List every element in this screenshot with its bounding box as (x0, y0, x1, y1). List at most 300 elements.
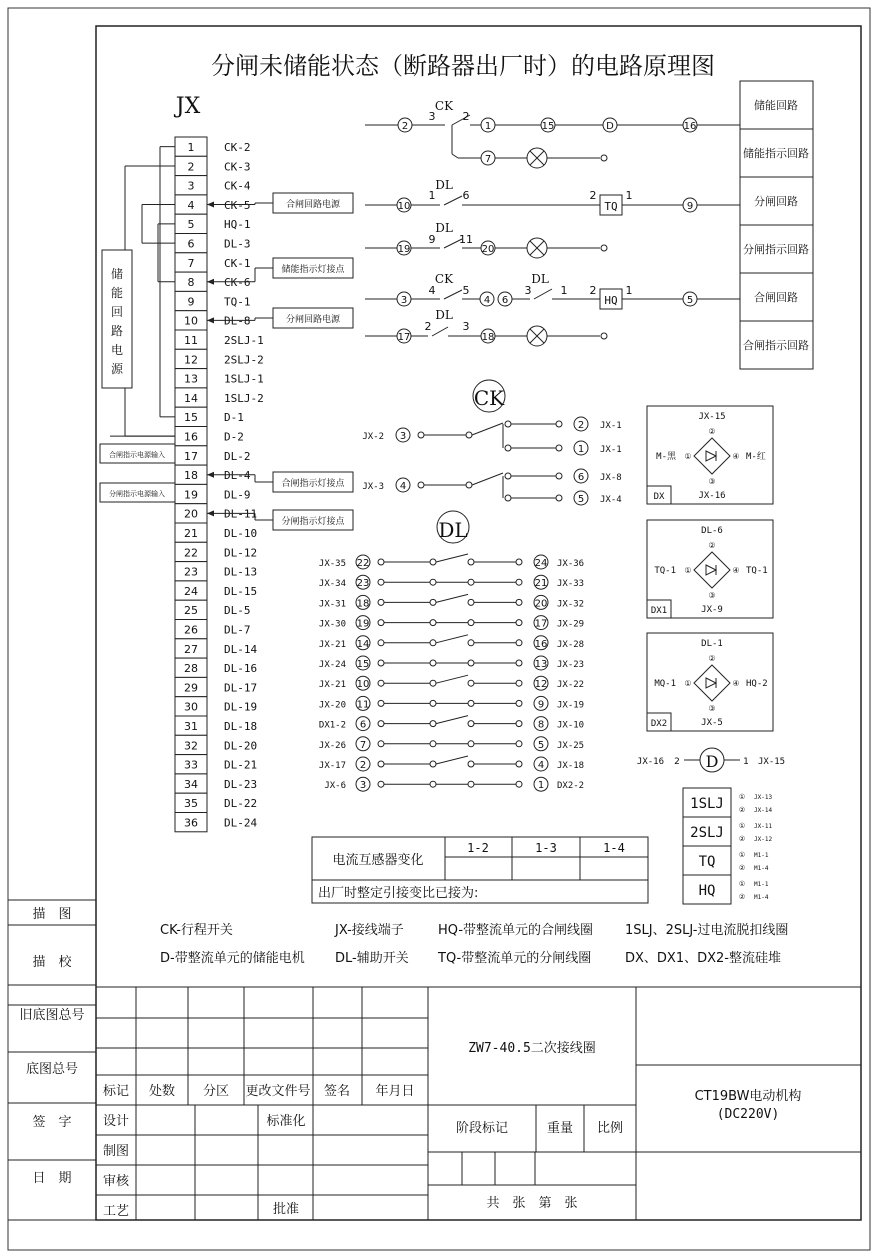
terminal-label: DL-7 (224, 623, 251, 637)
slj-table (683, 788, 772, 904)
contact-point (430, 559, 436, 565)
terminal-label: TQ-1 (224, 295, 251, 309)
dl-right-label: JX-19 (557, 700, 585, 711)
contact-point (378, 700, 384, 706)
dl-left-label: JX-21 (318, 680, 346, 691)
pin-num: ③ (708, 704, 716, 713)
contact-point (430, 741, 436, 747)
terminal-label: DL-22 (224, 797, 258, 811)
ck-right-node-number: 5 (577, 494, 585, 505)
legend-item: D-带整流单元的储能电机 (160, 951, 305, 966)
right-block-label: 合闸回路 (754, 291, 798, 304)
node-r6-n1-number: 17 (397, 332, 411, 343)
dl-blade (436, 675, 468, 683)
pin-num: ① (684, 566, 692, 575)
storage-power-char: 能 (110, 286, 124, 300)
terminal-label: CK-6 (224, 276, 251, 290)
terminal-number: 5 (187, 218, 195, 232)
ck-left-label: JX-3 (362, 482, 384, 492)
terminal-label: DL-15 (224, 584, 258, 598)
motor-left-label: JX-16 (636, 757, 664, 767)
ct-table (312, 837, 648, 903)
terminal-number: 24 (184, 584, 198, 598)
contact-point (516, 680, 522, 686)
tb-row-label: 设计 (102, 1114, 130, 1129)
open-ind-input-text: 分闸指示电源输入 (109, 490, 165, 498)
slj-pin2: JX-12 (754, 836, 773, 843)
legend-item: HQ-带整流单元的合闸线圈 (438, 923, 594, 938)
pin: 11 (459, 233, 473, 246)
pin-num: ③ (708, 591, 716, 600)
tb-header: 标记 (102, 1084, 130, 1099)
terminal-label: DL-9 (224, 488, 251, 502)
legend-item: DX、DX1、DX2-整流硅堆 (625, 951, 781, 966)
pin: 1 (428, 189, 436, 202)
slj-pin1: JX-11 (754, 823, 773, 830)
contact-point (430, 620, 436, 626)
terminal-label: 2SLJ-1 (224, 334, 264, 347)
contact-point (516, 620, 522, 626)
contact-point (505, 421, 511, 427)
node-r5-n1-number: 3 (400, 295, 408, 306)
contact-point (378, 680, 384, 686)
coil-tq-label: TQ (604, 200, 618, 213)
terminal-number: 9 (187, 295, 195, 309)
legend-item: JX-接线端子 (335, 923, 404, 938)
dl-right-node-number: 8 (537, 719, 545, 731)
contact-point (556, 445, 562, 451)
terminal-number: 26 (184, 623, 198, 637)
contact-point (378, 721, 384, 727)
dl-left-label: DX1-2 (318, 720, 346, 731)
legend-item: CK-行程开关 (160, 923, 233, 938)
contact-point (468, 660, 474, 666)
terminal-label: DL-17 (224, 681, 258, 695)
pin-num: ② (708, 541, 716, 550)
terminal-number: 28 (184, 662, 198, 676)
contact-point (601, 155, 607, 161)
terminal-label: DL-19 (224, 700, 258, 714)
ct-col: 1-4 (603, 841, 625, 855)
contact-point (430, 680, 436, 686)
pin: 5 (462, 284, 470, 297)
terminal-label: DL-3 (224, 237, 251, 251)
ct-note: 出厂时整定引接变比已接为: (318, 886, 479, 901)
pin: 9 (428, 233, 436, 246)
terminal-number: 29 (184, 681, 198, 695)
node-r5-n3-number: 6 (501, 295, 509, 306)
tb-stage: 阶段标记 (455, 1121, 509, 1136)
contact-point (430, 721, 436, 727)
contact-point (468, 559, 474, 565)
storage-power-char: 电 (110, 343, 124, 357)
terminal-label: HQ-1 (224, 218, 251, 232)
right-block-label: 合闸指示回路 (743, 339, 809, 352)
jx-label: JX (175, 94, 201, 119)
dl-left-node-number: 2 (359, 760, 367, 771)
pin: 3 (462, 320, 470, 333)
contact-point (468, 721, 474, 727)
dl-right-label: JX-29 (557, 619, 585, 630)
node-r1-n1-number: 2 (401, 121, 409, 132)
pin-num: ② (738, 864, 746, 872)
rectifier-right: TQ-1 (746, 566, 768, 576)
tb-row-label: 工艺 (102, 1204, 130, 1219)
contact-point (468, 781, 474, 787)
storage-power-char: 源 (110, 362, 124, 376)
terminal-number: 7 (187, 256, 195, 270)
contact-point (505, 473, 511, 479)
contact-point (430, 781, 436, 787)
dl-left-label: JX-24 (318, 660, 346, 670)
contact-point (418, 432, 424, 438)
dl-left-node-number: 7 (359, 739, 367, 751)
dl-right-node-number: 4 (537, 760, 545, 771)
left-col-label: 底图总号 (25, 1062, 79, 1077)
ct-col: 1-2 (467, 841, 489, 855)
rectifier-top: DL-6 (701, 526, 723, 536)
terminal-label: D-2 (224, 430, 244, 444)
left-col-label: 描 图 (32, 907, 72, 922)
terminal-label: 1SLJ-2 (224, 391, 264, 405)
dl-left-label: JX-31 (318, 599, 346, 610)
ck-right-node-number: 6 (577, 472, 585, 483)
switch-r3-label: DL (435, 178, 453, 192)
tb-standardize: 标准化 (266, 1114, 306, 1129)
node-r3-n1-number: 10 (397, 201, 411, 212)
terminal-number: 22 (184, 546, 198, 560)
contact-point (516, 781, 522, 787)
terminal-number: 13 (184, 372, 198, 386)
terminal-number: 20 (184, 507, 198, 521)
terminal-label: DL-21 (224, 758, 258, 772)
dl-right-label: JX-18 (557, 761, 585, 771)
slj-pin2: M1-4 (754, 894, 769, 901)
right-block-label: 分闸指示回路 (743, 243, 809, 256)
switch-r5-label: CK (434, 272, 454, 286)
terminal-number: 11 (184, 334, 198, 347)
motor-right-pin: 1 (743, 757, 749, 767)
pin: 1 (625, 189, 633, 202)
ck-right-label: JX-8 (600, 473, 622, 483)
pin-num: ② (738, 835, 746, 843)
left-col-label: 描 校 (32, 955, 72, 970)
dl-right-node-number: 9 (537, 699, 545, 711)
terminal-label: DL-13 (224, 565, 258, 579)
ck-right-label: JX-4 (600, 495, 622, 505)
dl-left-node-number: 14 (356, 638, 370, 650)
dl-right-node-number: 20 (534, 598, 548, 610)
legend-item: DL-辅助开关 (335, 951, 409, 966)
pin: 4 (428, 284, 436, 297)
contact-point (378, 559, 384, 565)
tb-sheets: 共 张 第 张 (486, 1196, 578, 1211)
contact-point (601, 245, 607, 251)
terminal-number: 6 (187, 237, 195, 251)
pin-num: ② (708, 654, 716, 663)
terminal-number: 30 (184, 700, 198, 714)
ck-right-node-number: 2 (577, 420, 585, 431)
contact-point (466, 432, 472, 438)
contact-point (378, 620, 384, 626)
rectifier-id: DX (653, 492, 665, 502)
node-r5-n2-number: 4 (483, 295, 491, 306)
circuit-rows (365, 99, 740, 346)
pin: 3 (428, 110, 436, 123)
left-col-label: 签 字 (32, 1115, 72, 1130)
terminal-label: D-1 (224, 411, 244, 425)
terminal-number: 8 (187, 276, 195, 290)
switch-blade (432, 327, 448, 336)
pin-num: ① (684, 679, 692, 688)
arrow-head (207, 279, 214, 285)
contact-point (378, 761, 384, 767)
dl-blade (436, 716, 468, 724)
terminal-label: DL-14 (224, 642, 258, 656)
terminal-number: 10 (184, 314, 198, 328)
terminal-label: CK-2 (224, 141, 251, 154)
dl-left-node-number: 3 (359, 780, 367, 792)
contact-point (378, 741, 384, 747)
rectifier-left: TQ-1 (654, 566, 676, 576)
dl-right-node-number: 5 (537, 739, 545, 751)
contact-point (468, 700, 474, 706)
right-blocks (740, 81, 813, 369)
dl-left-node-number: 10 (356, 679, 370, 691)
switch-r5b-label: DL (531, 272, 549, 286)
contact-point (556, 421, 562, 427)
slj-name: HQ (698, 883, 716, 899)
contact-point (378, 579, 384, 585)
legend (160, 922, 788, 966)
pin-num: ① (738, 851, 746, 859)
contact-point (430, 660, 436, 666)
pin: 1 (625, 284, 633, 297)
motor-right-label: JX-15 (758, 757, 786, 767)
dl-blade (436, 635, 468, 643)
bend (452, 154, 458, 158)
ck-title: CK (473, 386, 505, 410)
terminal-label: CK-3 (224, 160, 251, 174)
terminal-number: 31 (184, 720, 198, 733)
pin: 3 (524, 284, 532, 297)
contact-point (556, 495, 562, 501)
switch-blade (444, 290, 462, 299)
ct-col: 1-3 (535, 841, 557, 855)
terminal-label: 2SLJ-2 (224, 353, 264, 367)
contact-point (516, 559, 522, 565)
rectifier-top: JX-15 (698, 412, 726, 422)
terminal-label: DL-20 (224, 739, 258, 753)
ck-blade (472, 473, 503, 485)
terminal-label: DL-23 (224, 777, 258, 791)
contact-point (430, 640, 436, 646)
side-box-text: 分闸回路电源 (285, 315, 341, 325)
dl-left-label: JX-21 (318, 639, 346, 650)
dl-left-node-number: 19 (356, 618, 370, 630)
title-block (8, 900, 861, 1220)
contact-point (430, 761, 436, 767)
dl-left-node-number: 11 (356, 699, 370, 711)
tb-approve: 批准 (272, 1202, 300, 1217)
dl-blade (436, 594, 468, 602)
right-block-label: 储能回路 (754, 99, 798, 112)
arrow-head (207, 510, 214, 516)
contact-point (516, 761, 522, 767)
contact-point (516, 640, 522, 646)
terminal-number: 25 (184, 604, 198, 618)
pin-num: ② (708, 427, 716, 436)
terminal-number: 35 (184, 797, 198, 811)
terminal-label: CK-5 (224, 198, 251, 212)
pin: 2 (462, 110, 470, 123)
dl-blade (436, 756, 468, 764)
pin: 2 (424, 320, 432, 333)
motor-symbol (637, 748, 785, 772)
rectifier-top: DL-1 (701, 639, 723, 649)
storage-power-char: 回 (110, 305, 124, 319)
ck-right-node-number: 1 (577, 444, 585, 455)
pin: 2 (589, 284, 597, 297)
tb-header: 分区 (202, 1084, 230, 1099)
page-title: 分闸未储能状态（断路器出厂时）的电路原理图 (211, 52, 715, 80)
rectifier-bottom: JX-16 (698, 491, 726, 501)
slj-pin1: M1-1 (754, 852, 769, 859)
dl-right-label: JX-23 (557, 660, 585, 670)
node-r3-n2-number: 9 (686, 201, 694, 212)
terminal-number: 17 (184, 449, 198, 463)
terminal-number: 36 (184, 816, 198, 830)
pin-num: ④ (732, 566, 740, 575)
node-r6-n2-number: 18 (481, 332, 495, 343)
dl-right-node-number: 13 (534, 659, 548, 670)
dl-blade (436, 554, 468, 562)
pin-num: ① (738, 822, 746, 830)
contact-point (378, 599, 384, 605)
terminal-label: 1SLJ-1 (224, 372, 264, 386)
terminal-label: DL-24 (224, 816, 258, 830)
dl-left-label: JX-30 (318, 619, 346, 630)
dl-right-node-number: 24 (534, 558, 548, 569)
side-box-text: 合闸回路电源 (285, 200, 341, 210)
node-r1-n4-number: D (606, 121, 614, 132)
rectifier-bottom: JX-5 (701, 718, 723, 728)
terminal-label: CK-1 (224, 256, 251, 270)
dl-left-node-number: 18 (356, 598, 370, 610)
contact-point (430, 599, 436, 605)
dl-left-node-number: 22 (356, 558, 370, 569)
contact-point (418, 482, 424, 488)
tb-row-label: 制图 (102, 1144, 130, 1159)
node-r2-n1-number: 7 (484, 154, 492, 165)
tb-product-2: (DC220V) (716, 1107, 780, 1122)
terminal-number: 18 (184, 469, 198, 483)
dl-right-label: JX-36 (557, 559, 585, 569)
contact-point (516, 721, 522, 727)
terminal-number: 21 (184, 527, 198, 540)
storage-power-char: 储 (110, 267, 124, 281)
dl-right-node-number: 12 (534, 679, 548, 691)
ck-left-label: JX-2 (362, 432, 384, 442)
slj-pin2: JX-14 (754, 807, 773, 814)
contact-point (516, 741, 522, 747)
pin-num: ② (738, 806, 746, 814)
rectifier-right: HQ-2 (746, 679, 768, 689)
dl-right-label: DX2-2 (557, 781, 585, 792)
contact-point (556, 473, 562, 479)
contact-point (601, 333, 607, 339)
contact-point (505, 495, 511, 501)
node-r4-n1-number: 19 (397, 244, 411, 255)
motor-left-pin: 2 (674, 757, 680, 767)
ck-right-label: JX-1 (600, 445, 622, 455)
terminal-label: DL-10 (224, 527, 258, 540)
node-r1-n5-number: 16 (683, 121, 697, 132)
pin-num: ④ (732, 452, 740, 461)
terminal-label: DL-8 (224, 314, 251, 328)
dl-left-label: JX-20 (318, 700, 346, 711)
terminal-number: 32 (184, 739, 198, 753)
terminal-label: DL-11 (224, 507, 258, 521)
coil-hq-label: HQ (604, 294, 618, 307)
ct-label: 电流互感器变化 (332, 853, 424, 868)
contact-point (468, 741, 474, 747)
rectifier-boxes (647, 406, 773, 731)
dl-left-node-number: 15 (356, 659, 370, 670)
pin: 2 (589, 189, 597, 202)
tb-header: 处数 (148, 1084, 176, 1099)
tb-drawing-name: ZW7-40.5二次接线圈 (468, 1041, 596, 1056)
terminal-label: DL-16 (224, 662, 258, 676)
terminal-number: 3 (187, 179, 195, 193)
dl-right-label: JX-25 (557, 740, 585, 751)
contact-point (466, 482, 472, 488)
close-ind-input-text: 合闸指示电源输入 (109, 451, 165, 459)
pin: 1 (560, 284, 568, 297)
dl-left-node-number: 23 (356, 578, 370, 590)
node-r1-n3-number: 15 (541, 121, 555, 132)
dl-left-node-number: 6 (359, 719, 367, 731)
left-col-label: 旧底图总号 (19, 1008, 85, 1023)
terminal-label: DL-2 (224, 449, 251, 463)
side-box-text: 合闸指示灯接点 (281, 479, 345, 489)
terminal-number: 23 (184, 565, 198, 579)
dl-left-label: JX-17 (318, 761, 346, 771)
slj-pin2: M1-4 (754, 865, 769, 872)
dl-right-node-number: 17 (534, 618, 548, 630)
ck-section (362, 380, 621, 505)
contact-point (468, 680, 474, 686)
dl-right-label: JX-10 (557, 720, 585, 731)
terminal-number: 15 (184, 411, 198, 425)
terminal-number: 16 (184, 430, 198, 444)
rectifier-id: DX1 (650, 606, 668, 616)
dl-left-label: JX-34 (318, 579, 346, 590)
tb-header: 更改文件号 (245, 1084, 311, 1099)
side-box-text: 储能指示灯接点 (281, 265, 345, 275)
contact-point (430, 700, 436, 706)
pin-num: ① (684, 452, 692, 461)
terminal-label: DL-5 (224, 604, 251, 618)
contact-point (468, 579, 474, 585)
dl-left-label: JX-26 (318, 740, 346, 751)
contact-point (468, 761, 474, 767)
arrow-head (207, 202, 214, 208)
dl-right-label: JX-28 (557, 639, 585, 650)
switch-r4-label: DL (435, 221, 453, 235)
right-block-label: 储能指示回路 (743, 147, 809, 160)
dl-right-node-number: 1 (537, 780, 545, 792)
